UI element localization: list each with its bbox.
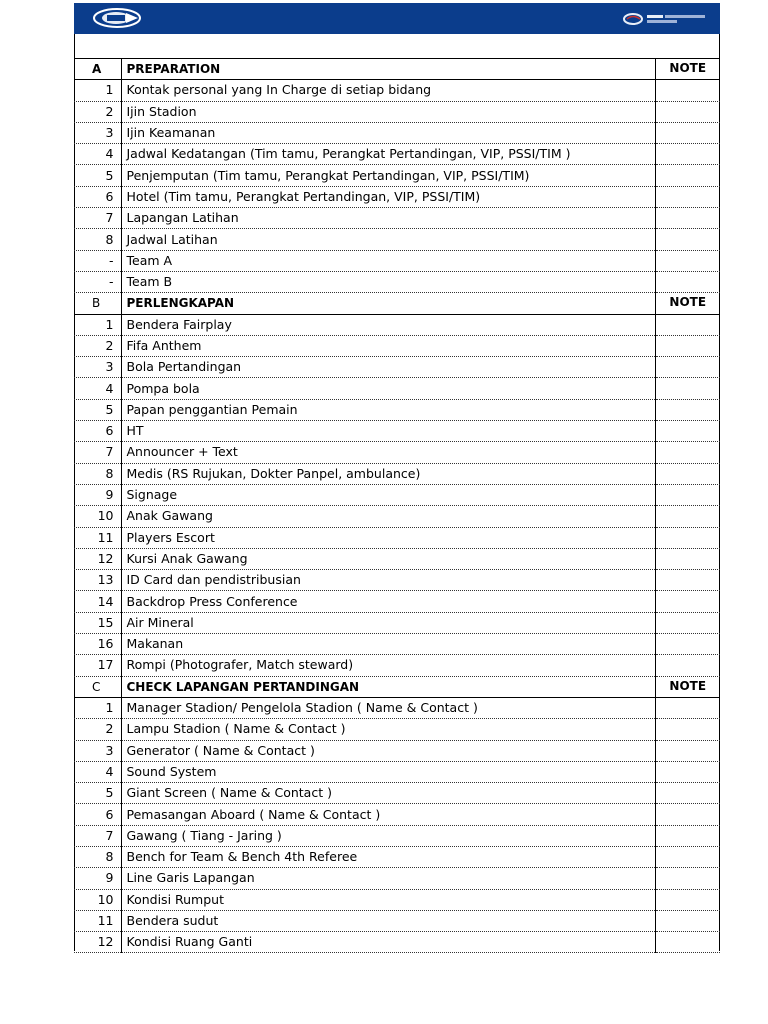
checklist-row xyxy=(74,101,720,122)
item-text: Kondisi Ruang Ganti xyxy=(121,932,655,953)
note-cell[interactable] xyxy=(655,868,720,889)
item-text: Hotel (Tim tamu, Perangkat Pertandingan, VIP, PSSI/TIM) xyxy=(121,186,655,207)
checklist-row xyxy=(74,825,720,846)
note-cell[interactable] xyxy=(655,783,720,804)
note-cell[interactable] xyxy=(655,804,720,825)
item-text: ID Card dan pendistribusian xyxy=(121,570,655,591)
section-header-row xyxy=(74,676,720,697)
item-text: Sound System xyxy=(121,761,655,782)
note-cell[interactable] xyxy=(655,591,720,612)
item-number: 8 xyxy=(74,846,121,867)
checklist-row xyxy=(74,612,720,633)
note-cell[interactable] xyxy=(655,101,720,122)
checklist-row xyxy=(74,697,720,718)
item-text: Air Mineral xyxy=(121,612,655,633)
note-cell[interactable] xyxy=(655,421,720,442)
checklist-row xyxy=(74,335,720,356)
item-text: Team B xyxy=(121,271,655,292)
item-text: Line Garis Lapangan xyxy=(121,868,655,889)
item-text: Anak Gawang xyxy=(121,506,655,527)
note-cell[interactable] xyxy=(655,527,720,548)
checklist-table xyxy=(74,58,720,953)
checklist-row xyxy=(74,591,720,612)
item-text: Papan penggantian Pemain xyxy=(121,399,655,420)
checklist-row xyxy=(74,868,720,889)
note-cell[interactable] xyxy=(655,761,720,782)
item-text: Bendera sudut xyxy=(121,910,655,931)
note-cell[interactable] xyxy=(655,80,720,101)
item-number: 1 xyxy=(74,314,121,335)
note-cell[interactable] xyxy=(655,548,720,569)
item-number: - xyxy=(74,250,121,271)
note-cell[interactable] xyxy=(655,165,720,186)
item-text: Manager Stadion/ Pengelola Stadion ( Name & Contact ) xyxy=(121,697,655,718)
item-text: Bench for Team & Bench 4th Referee xyxy=(121,846,655,867)
item-number: 5 xyxy=(74,165,121,186)
checklist-row xyxy=(74,421,720,442)
item-number: 14 xyxy=(74,591,121,612)
item-number: 8 xyxy=(74,463,121,484)
item-text: Team A xyxy=(121,250,655,271)
section-letter: C xyxy=(74,676,121,697)
item-number: 3 xyxy=(74,357,121,378)
item-number: 1 xyxy=(74,697,121,718)
item-number: 10 xyxy=(74,506,121,527)
checklist-row xyxy=(74,165,720,186)
item-number: 7 xyxy=(74,442,121,463)
section-header-row xyxy=(74,293,720,314)
item-text: Players Escort xyxy=(121,527,655,548)
checklist-row xyxy=(74,570,720,591)
item-number: 8 xyxy=(74,229,121,250)
item-number: 11 xyxy=(74,910,121,931)
note-cell[interactable] xyxy=(655,357,720,378)
note-cell[interactable] xyxy=(655,570,720,591)
note-cell[interactable] xyxy=(655,186,720,207)
item-text: Kursi Anak Gawang xyxy=(121,548,655,569)
item-number: 9 xyxy=(74,868,121,889)
item-number: 15 xyxy=(74,612,121,633)
item-number: 1 xyxy=(74,80,121,101)
item-number: 4 xyxy=(74,144,121,165)
item-number: 10 xyxy=(74,889,121,910)
item-text: Bendera Fairplay xyxy=(121,314,655,335)
item-number: 7 xyxy=(74,208,121,229)
item-number: 12 xyxy=(74,932,121,953)
item-number: 2 xyxy=(74,335,121,356)
section-header-row xyxy=(74,59,720,80)
item-number: - xyxy=(74,271,121,292)
item-text: Ijin Keamanan xyxy=(121,122,655,143)
checklist-row xyxy=(74,719,720,740)
checklist-row xyxy=(74,655,720,676)
checklist-row xyxy=(74,889,720,910)
item-text: Lampu Stadion ( Name & Contact ) xyxy=(121,719,655,740)
note-column-header: NOTE xyxy=(655,676,720,697)
note-cell[interactable] xyxy=(655,889,720,910)
item-text: HT xyxy=(121,421,655,442)
item-number: 9 xyxy=(74,484,121,505)
item-number: 6 xyxy=(74,421,121,442)
checklist-row xyxy=(74,186,720,207)
note-cell[interactable] xyxy=(655,612,720,633)
item-text: Backdrop Press Conference xyxy=(121,591,655,612)
note-cell[interactable] xyxy=(655,932,720,953)
note-cell[interactable] xyxy=(655,378,720,399)
section-letter: B xyxy=(74,293,121,314)
checklist-row xyxy=(74,804,720,825)
checklist-row xyxy=(74,783,720,804)
checklist-row xyxy=(74,80,720,101)
note-cell[interactable] xyxy=(655,229,720,250)
note-cell[interactable] xyxy=(655,399,720,420)
note-cell[interactable] xyxy=(655,719,720,740)
item-number: 11 xyxy=(74,527,121,548)
item-text: Pemasangan Aboard ( Name & Contact ) xyxy=(121,804,655,825)
checklist-row xyxy=(74,208,720,229)
note-cell[interactable] xyxy=(655,144,720,165)
item-text: Lapangan Latihan xyxy=(121,208,655,229)
item-number: 2 xyxy=(74,101,121,122)
item-text: Makanan xyxy=(121,634,655,655)
checklist-row xyxy=(74,442,720,463)
note-cell[interactable] xyxy=(655,314,720,335)
item-text: Jadwal Kedatangan (Tim tamu, Perangkat Pertandingan, VIP, PSSI/TIM ) xyxy=(121,144,655,165)
note-cell[interactable] xyxy=(655,825,720,846)
section-title: PERLENGKAPAN xyxy=(121,293,655,314)
note-cell[interactable] xyxy=(655,740,720,761)
checklist-row xyxy=(74,357,720,378)
item-number: 4 xyxy=(74,761,121,782)
note-cell[interactable] xyxy=(655,122,720,143)
item-text: Giant Screen ( Name & Contact ) xyxy=(121,783,655,804)
item-text: Signage xyxy=(121,484,655,505)
checklist-row xyxy=(74,144,720,165)
note-cell[interactable] xyxy=(655,442,720,463)
item-text: Rompi (Photografer, Match steward) xyxy=(121,655,655,676)
note-cell[interactable] xyxy=(655,506,720,527)
item-text: Medis (RS Rujukan, Dokter Panpel, ambulance) xyxy=(121,463,655,484)
checklist-row xyxy=(74,634,720,655)
item-text: Penjemputan (Tim tamu, Perangkat Pertandingan, VIP, PSSI/TIM) xyxy=(121,165,655,186)
checklist-row xyxy=(74,250,720,271)
item-number: 17 xyxy=(74,655,121,676)
item-number: 2 xyxy=(74,719,121,740)
checklist-row xyxy=(74,378,720,399)
checklist-row xyxy=(74,527,720,548)
item-text: Jadwal Latihan xyxy=(121,229,655,250)
checklist-row xyxy=(74,122,720,143)
checklist-row xyxy=(74,271,720,292)
item-text: Kontak personal yang In Charge di setiap bidang xyxy=(121,80,655,101)
checklist-row xyxy=(74,548,720,569)
item-text: Generator ( Name & Contact ) xyxy=(121,740,655,761)
item-number: 13 xyxy=(74,570,121,591)
section-title: CHECK LAPANGAN PERTANDINGAN xyxy=(121,676,655,697)
checklist-body xyxy=(74,59,720,953)
checklist-row xyxy=(74,399,720,420)
checklist-row xyxy=(74,484,720,505)
section-title: PREPARATION xyxy=(121,59,655,80)
note-column-header: NOTE xyxy=(655,59,720,80)
checklist-row xyxy=(74,932,720,953)
item-text: Ijin Stadion xyxy=(121,101,655,122)
item-number: 3 xyxy=(74,122,121,143)
note-cell[interactable] xyxy=(655,271,720,292)
note-cell[interactable] xyxy=(655,634,720,655)
item-number: 5 xyxy=(74,783,121,804)
item-number: 4 xyxy=(74,378,121,399)
checklist-sheet xyxy=(74,58,720,953)
section-letter: A xyxy=(74,59,121,80)
checklist-row xyxy=(74,846,720,867)
item-text: Fifa Anthem xyxy=(121,335,655,356)
checklist-row xyxy=(74,740,720,761)
item-text: Gawang ( Tiang - Jaring ) xyxy=(121,825,655,846)
item-number: 7 xyxy=(74,825,121,846)
item-text: Bola Pertandingan xyxy=(121,357,655,378)
note-cell[interactable] xyxy=(655,484,720,505)
note-cell[interactable] xyxy=(655,910,720,931)
note-cell[interactable] xyxy=(655,697,720,718)
note-cell[interactable] xyxy=(655,463,720,484)
organization-logo xyxy=(92,7,142,29)
item-number: 12 xyxy=(74,548,121,569)
checklist-row xyxy=(74,463,720,484)
note-column-header: NOTE xyxy=(655,293,720,314)
item-number: 6 xyxy=(74,804,121,825)
item-text: Pompa bola xyxy=(121,378,655,399)
item-text: Announcer + Text xyxy=(121,442,655,463)
note-cell[interactable] xyxy=(655,208,720,229)
checklist-row xyxy=(74,910,720,931)
note-cell[interactable] xyxy=(655,250,720,271)
item-number: 6 xyxy=(74,186,121,207)
note-cell[interactable] xyxy=(655,655,720,676)
checklist-row xyxy=(74,314,720,335)
item-text: Kondisi Rumput xyxy=(121,889,655,910)
item-number: 16 xyxy=(74,634,121,655)
sponsor-logo xyxy=(623,12,708,26)
note-cell[interactable] xyxy=(655,335,720,356)
header-banner xyxy=(74,3,720,34)
checklist-row xyxy=(74,761,720,782)
item-number: 5 xyxy=(74,399,121,420)
note-cell[interactable] xyxy=(655,846,720,867)
checklist-row xyxy=(74,506,720,527)
item-number: 3 xyxy=(74,740,121,761)
checklist-row xyxy=(74,229,720,250)
